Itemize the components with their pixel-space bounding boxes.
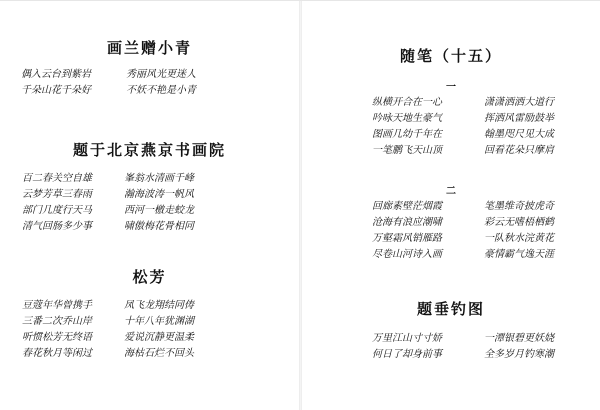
poem-line: 万壑霜风销雁路 一队秋水浣黄花 — [372, 233, 554, 244]
section-heading-two: 二 — [446, 186, 456, 197]
left-page — [0, 1, 299, 410]
poem-line: 尽卷山河诗入画 豪情霸气逸天涯 — [372, 249, 554, 260]
poem-line: 回廊素壁茫烟霞 笔墨维奇披虎奇 — [372, 201, 554, 212]
poem-line: 部门几度行天马 西河一檄走蛟龙 — [22, 205, 194, 216]
poem-line: 沧海有浪应潮啸 彩云无嗜梧栖鹤 — [372, 217, 554, 228]
poem-line: 一笔鹏飞天山顶 回看花朵只摩肩 — [372, 145, 554, 156]
poem-line: 春花秋月等闲过 海枯石烂不回头 — [22, 348, 194, 359]
poem-line: 云梦芳草三春雨 瀚海波涛一帆风 — [22, 189, 194, 200]
poem-line: 百二春关空自雄 峯翁水清画千峰 — [22, 173, 194, 184]
poem-line: 偶入云台到紫岩 秀丽风光更迷人 — [21, 69, 196, 80]
poem-line: 吟咏天地生豪气 挥洒风雷励鼓举 — [372, 113, 554, 124]
poem-title-songfang: 松芳 — [132, 268, 167, 286]
section-heading-one: 一 — [446, 82, 456, 93]
poem-line: 千朵山花千朵好 不妖不艳是小青 — [21, 85, 196, 96]
poem-body-hualan — [21, 67, 261, 99]
poem-line: 三番二次乔山岸 十年八年犹渊湖 — [22, 316, 194, 327]
poem-line: 何日了却身前事 全多岁月钓寒潮 — [372, 349, 554, 360]
poem-body-chuidiao — [372, 331, 597, 363]
poem-body-songfang — [22, 298, 262, 362]
poem-line: 纵横开合在一心 潇潇洒洒大道行 — [372, 97, 554, 108]
poem-line: 图画几幼千年在 翰墨咫尺见大成 — [372, 129, 554, 140]
right-page — [302, 1, 600, 410]
poem-line: 听惯松芳无终语 爱说沉静更温柔 — [22, 332, 194, 343]
poem-title-suibi: 随笔（十五） — [399, 47, 502, 65]
poem-line: 清气回肠多少事 啸傲梅花骨相同 — [22, 221, 194, 232]
poem-title-yanjing: 题于北京燕京书画院 — [72, 141, 226, 159]
poem-body-suibi-one — [372, 95, 597, 159]
poem-line: 万里江山寸寸娇 一潭银碧更妖娆 — [372, 333, 554, 344]
poem-body-yanjing — [22, 171, 262, 235]
poem-body-suibi-two — [372, 199, 597, 263]
poem-line: 豆蔻年华曾携手 凤飞龙翔结同俦 — [22, 300, 194, 311]
poem-title-hualan: 画兰赠小青 — [106, 39, 192, 57]
poem-title-chuidiao: 题垂钓图 — [416, 300, 485, 318]
